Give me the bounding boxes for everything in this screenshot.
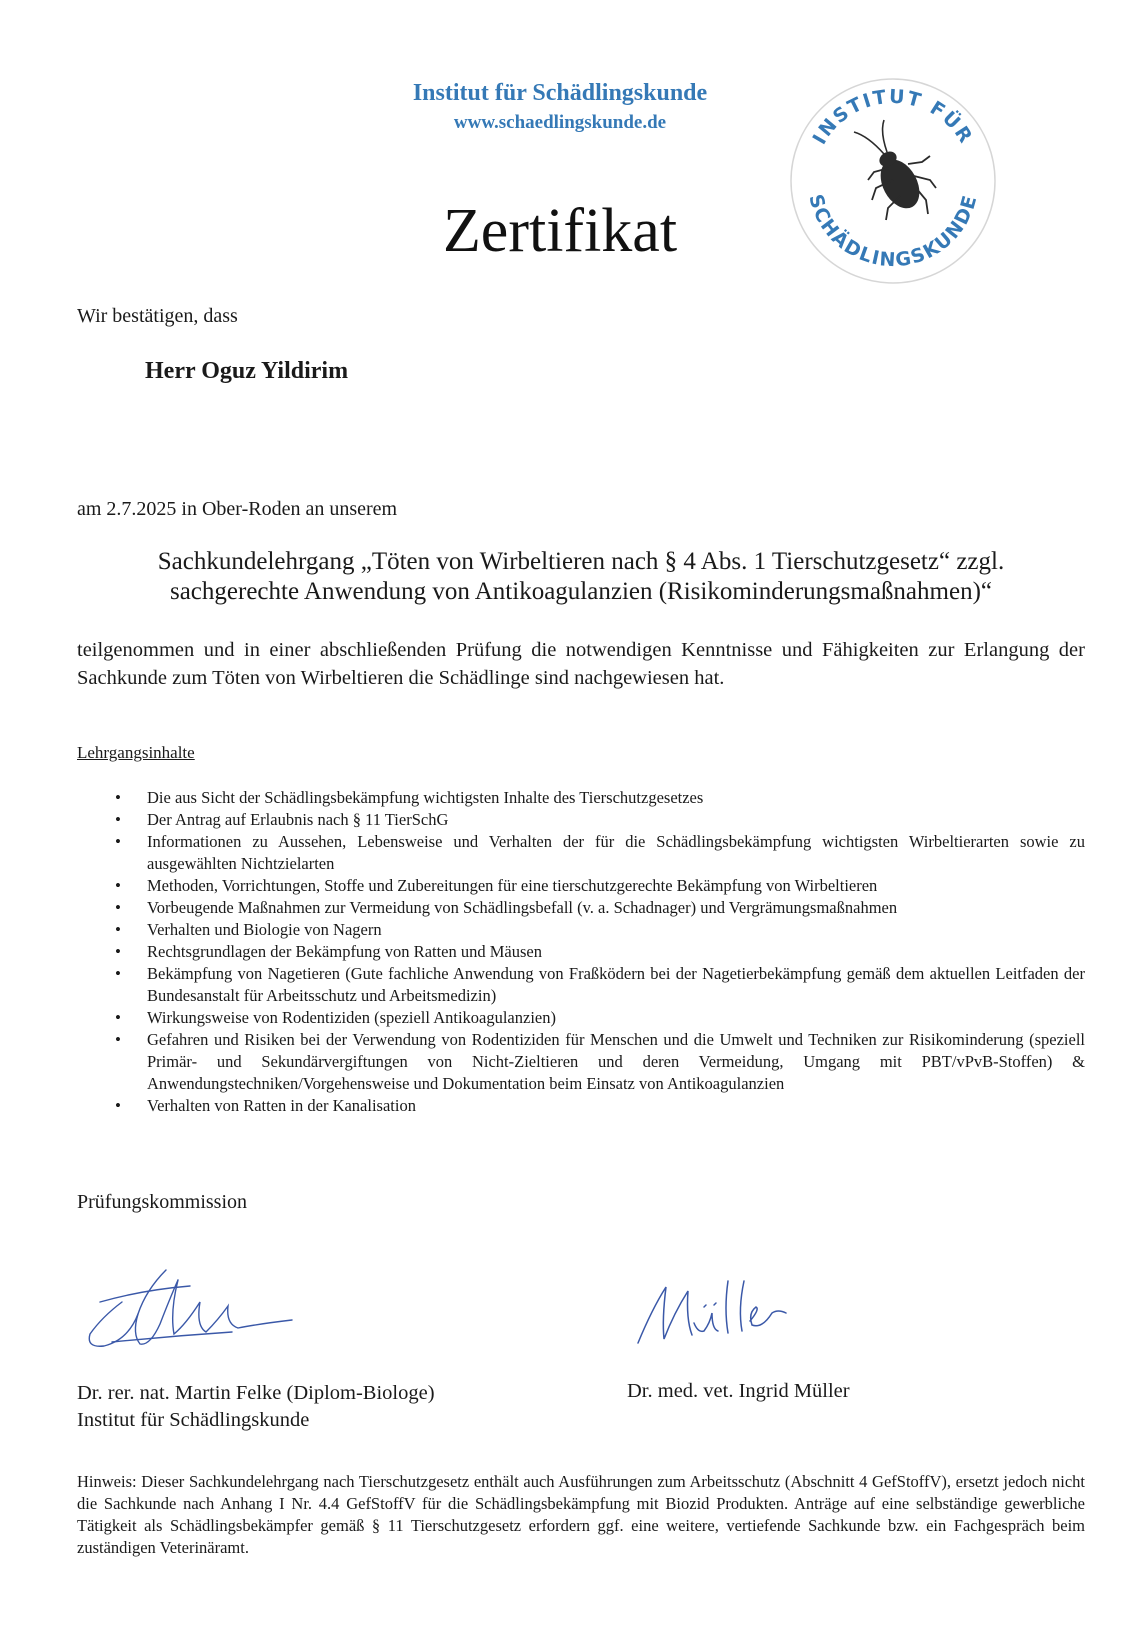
list-item: • Informationen zu Aussehen, Lebensweise und Verhalten der für die Schädlingsbekämpfung wichtigsten Wirbeltierarten sowie zu ausgewählten Nichtzielarten <box>115 831 1085 875</box>
date-location-line: am 2.7.2025 in Ober-Roden an unserem <box>77 498 398 520</box>
result-statement: teilgenommen und in einer abschließenden Prüfung die notwendigen Kenntnisse und Fähigkeiten zur Erlangung der Sachkunde zum Töten von Wirbeltieren die Schädlinge sind nachgewiesen hat. <box>77 639 1085 689</box>
list-item: • Gefahren und Risiken bei der Verwendung von Rodentiziden für Menschen und die Umwelt und Techniken zur Risikominderung (speziell Primär- und Sekundärvergiftungen von Nicht-Zieltieren und deren Vermeidung, Umgang mit PBT/vPvB-Stoffen) & Anwendungstechniken/Vorgehensweise und Dokumentation beim Einsatz von Antikoagulanzien <box>115 1029 1085 1095</box>
logo-text-top: INSTITUT FÜR <box>808 85 978 149</box>
list-item: • Der Antrag auf Erlaubnis nach § 11 TierSchG <box>115 809 1085 831</box>
list-item: • Methoden, Vorrichtungen, Stoffe und Zubereitungen für eine tierschutzgerechte Bekämpfung von Wirbeltieren <box>115 875 1085 897</box>
confirmation-lead: Wir bestätigen, dass <box>77 305 238 327</box>
course-title <box>77 547 1085 607</box>
institute-name: Institut für Schädlingskunde <box>412 80 708 106</box>
committee-heading: Prüfungskommission <box>77 1191 248 1213</box>
signer-1-organization: Institut für Schädlingskunde <box>77 1409 310 1431</box>
course-title-line-1: Sachkundelehrgang „Töten von Wirbeltieren nach § 4 Abs. 1 Tierschutzgesetz“ zzgl. <box>157 548 1005 575</box>
signature-felke <box>82 1262 302 1357</box>
signature-mueller <box>632 1273 802 1358</box>
list-item: • Bekämpfung von Nagetieren (Gute fachliche Anwendung von Fraßködern bei der Nagetierbekämpfung gemäß dem aktuellen Leitfaden der Bundesanstalt für Arbeitsschutz und Arbeitsmedizin) <box>115 963 1085 1007</box>
list-item: • Verhalten von Ratten in der Kanalisation <box>115 1095 1085 1117</box>
institute-website: www.schaedlingskunde.de <box>453 112 667 133</box>
contents-list <box>115 787 1085 1117</box>
list-item: • Rechtsgrundlagen der Bekämpfung von Ratten und Mäusen <box>115 941 1085 963</box>
signer-2-name: Dr. med. vet. Ingrid Müller <box>627 1380 850 1402</box>
list-item: • Die aus Sicht der Schädlingsbekämpfung wichtigsten Inhalte des Tierschutzgesetzes <box>115 787 1085 809</box>
list-item: • Verhalten und Biologie von Nagern <box>115 919 1085 941</box>
signer-1 <box>77 1380 435 1434</box>
recipient-name: Herr Oguz Yildirim <box>145 358 349 384</box>
notice-text: Hinweis: Dieser Sachkundelehrgang nach Tierschutzgesetz enthält auch Ausführungen zum Arbeitsschutz (Abschnitt 4 GefStoffV), ersetzt jedoch nicht die Sachkunde nach Anhang I Nr. 4.4 GefStoffV für die Schädlingsbekämpfung mit Biozid Produkten. Anträge auf eine selbständige gewerbliche Tätigkeit als Schädlingsbekämpfer gemäß § 11 Tierschutzgesetz erfordern ggf. eine weitere, vertiefende Sachkunde bzw. ein Fachgespräch beim zuständigen Veterinäramt. <box>77 1472 1085 1557</box>
course-title-line-2: sachgerechte Anwendung von Antikoagulanzien (Risikominderungsmaßnahmen)“ <box>169 578 992 605</box>
logo-text-bottom: SCHÄDLINGSKUNDE <box>804 191 982 272</box>
contents-heading: Lehrgangsinhalte <box>77 743 195 762</box>
signer-1-name: Dr. rer. nat. Martin Felke (Diplom-Biologe) <box>77 1382 435 1404</box>
certificate-title: Zertifikat <box>442 197 678 265</box>
list-item: • Vorbeugende Maßnahmen zur Vermeidung von Schädlingsbefall (v. a. Schadnager) und Vergrämungsmaßnahmen <box>115 897 1085 919</box>
list-item: • Wirkungsweise von Rodentiziden (speziell Antikoagulanzien) <box>115 1007 1085 1029</box>
